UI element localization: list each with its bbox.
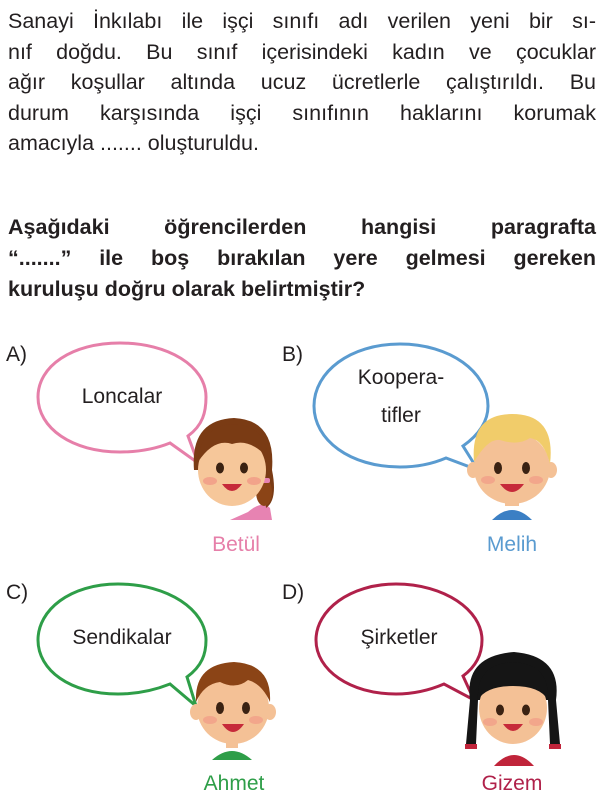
gizem-avatar xyxy=(465,652,561,766)
student-name-melih: Melih xyxy=(486,533,538,556)
student-name-betul: Betül xyxy=(212,533,260,556)
option-b-text-line2: tifler xyxy=(381,404,421,427)
question-line: Aşağıdaki öğrencilerden hangisi paragrafta xyxy=(8,215,596,239)
option-c-text: Sendikalar xyxy=(72,626,172,649)
paragraph-line: amacıyla ....... oluşturuldu. xyxy=(8,131,259,155)
option-d-text: Şirketler xyxy=(360,626,438,649)
option-b-text-line1: Koopera- xyxy=(357,366,445,389)
option-a-label: A) xyxy=(6,343,27,366)
paragraph-line: ağır koşullar altında ucuz ücretlerle çalıştırıldı. Bu xyxy=(8,70,596,94)
betul-avatar xyxy=(194,418,274,520)
option-a-text: Loncalar xyxy=(81,385,163,408)
paragraph-line: durum karşısında işçi sınıfının haklarını korumak xyxy=(8,100,596,125)
option-d-label: D) xyxy=(282,581,305,604)
option-b-label: B) xyxy=(282,343,303,366)
paragraph-line: Sanayi İnkılabı ile işçi sınıfı adı verilen yeni bir sı- xyxy=(8,9,596,33)
ahmet-avatar xyxy=(190,662,276,760)
student-name-ahmet: Ahmet xyxy=(203,772,265,795)
option-c-label: C) xyxy=(6,581,29,604)
question-line: “.......” ile boş bırakılan yere gelmesi gereken xyxy=(8,246,596,270)
question-line: kuruluşu doğru olarak belirtmiştir? xyxy=(8,277,366,301)
student-name-gizem: Gizem xyxy=(481,772,543,795)
paragraph-line: nıf doğdu. Bu sınıf içerisindeki kadın ve çocuklar xyxy=(8,39,596,64)
